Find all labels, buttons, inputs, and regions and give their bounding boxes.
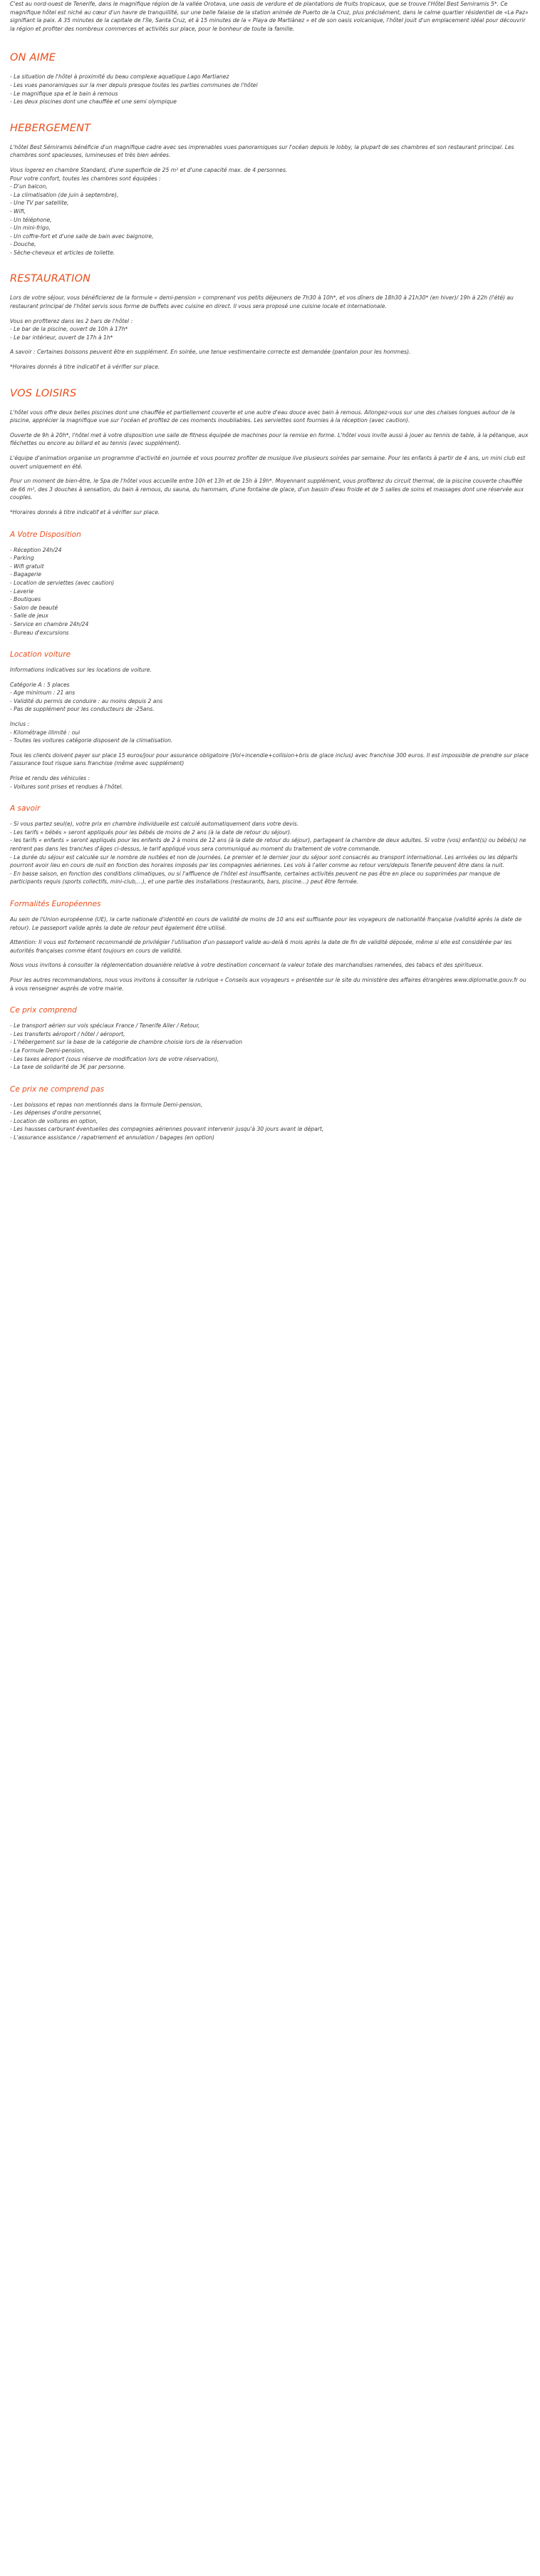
list-item: - Salle de jeux bbox=[10, 612, 48, 620]
categorie-label: Catégorie A : 5 places bbox=[10, 681, 70, 688]
section-heading-a-votre-disposition: A Votre Disposition bbox=[10, 530, 81, 539]
paragraph: Pour les autres recommandations, nous vous invitons à consulter la rubrique « Conseils aux voyageurs » présentée sur le site du ministère des affaires étrangères www.diplomatie.gouv.fr ou à vous renseigner auprès de votre mairie. bbox=[10, 976, 526, 992]
list-item: - La climatisation (de juin à septembre), bbox=[10, 191, 119, 198]
section-heading-hebergement: HEBERGEMENT bbox=[10, 122, 91, 134]
list-item: - L'hébergement sur la base de la catégorie de chambre choisie lors de la réservation bbox=[10, 1039, 243, 1046]
list-item: - Le bar de la piscine, ouvert de 10h à 17h* bbox=[10, 326, 128, 333]
list-item: - Parking bbox=[10, 555, 34, 562]
list-item: - Les boissons et repas non mentionnés dans la formule Demi-pension, bbox=[10, 1101, 203, 1108]
paragraph: Ouverte de 9h à 20h*, l'hôtel met à votre disposition une salle de fitness équipée de machines pour la remise en forme. L'hôtel vous invite aussi à jouer au tennis de table, à la pétanque, aux fléchettes ou encore au billard et au tennis (avec supplément). bbox=[10, 431, 529, 447]
list-item: - Si vous partez seul(e), votre prix en chambre individuelle est calculé automatiquement dans votre devis. bbox=[10, 821, 299, 828]
list-item: - Un téléphone, bbox=[10, 216, 52, 223]
paragraph: Vous logerez en chambre Standard, d'une superficie de 25 m² et d'une capacité max. de 4 personnes. bbox=[10, 166, 288, 173]
paragraph: Pour votre confort, toutes les chambres sont équipées : bbox=[10, 175, 161, 182]
paragraph: Au sein de l'Union européenne (UE), la carte nationale d'identité en cours de validité de moins de 10 ans est suffisante pour les voyageurs de nationalité française (validité après la date de retour). Le passeport valide après la date de retour peut également être utilisé. bbox=[10, 915, 522, 931]
list-item: - La situation de l'hôtel à proximité du beau complexe aquatique Lago Martianez bbox=[10, 73, 229, 81]
ce-prix-ne-comprend-pas-list bbox=[10, 1101, 530, 1142]
hebergement-equipement-list bbox=[10, 183, 530, 257]
on-aime-list bbox=[10, 73, 530, 106]
list-item: - Douche, bbox=[10, 241, 36, 248]
list-item: - Le transport aérien sur vols spéciaux France / Tenerife Aller / Retour, bbox=[10, 1022, 200, 1030]
section-heading-a-savoir: A savoir bbox=[10, 804, 41, 814]
list-item: - La Formule Demi-pension, bbox=[10, 1047, 85, 1054]
categorie-conditions-list bbox=[10, 689, 530, 714]
list-item: - Les vues panoramiques sur la mer depuis presque toutes les parties communes de l'hôtel bbox=[10, 81, 258, 88]
list-item: - Age minimum : 21 ans bbox=[10, 689, 76, 697]
list-item: - Le magnifique spa et le bain à remous bbox=[10, 90, 118, 97]
inclus-list bbox=[10, 729, 530, 745]
list-item: - Validité du permis de conduire : au moins depuis 2 ans bbox=[10, 697, 163, 704]
list-item: - Les dépenses d'ordre personnel, bbox=[10, 1109, 102, 1117]
list-item: - Un mini-frigo, bbox=[10, 225, 51, 232]
paragraph: *Horaires donnés à titre indicatif et à vérifier sur place. bbox=[10, 508, 160, 515]
travel-brochure-document bbox=[0, 0, 540, 1163]
list-item: - Location de voitures en option, bbox=[10, 1117, 98, 1124]
paragraph: Prise et rendu des véhicules : bbox=[10, 775, 90, 782]
section-heading-ce-prix-comprend: Ce prix comprend bbox=[10, 1006, 77, 1015]
list-item: - Toutes les voitures catégorie disposent de la climatisation. bbox=[10, 737, 173, 744]
paragraph: Informations indicatives sur les locations de voiture. bbox=[10, 667, 152, 674]
list-item: - Service en chambre 24h/24 bbox=[10, 620, 89, 627]
section-heading-location-voiture: Location voiture bbox=[10, 650, 71, 660]
list-item: - Les tarifs « bébés » seront appliqués pour les bébés de moins de 2 ans (à la date de retour du séjour). bbox=[10, 828, 292, 836]
paragraph: *Horaires donnés à titre indicatif et à vérifier sur place. bbox=[10, 364, 160, 371]
restauration-bars-list bbox=[10, 325, 530, 342]
list-item: - Bureau d'excursions bbox=[10, 629, 69, 636]
list-item: - En basse saison, en fonction des conditions climatiques, ou si l'affluence de l'hôtel est insuffisante, certaines activités peuvent ne pas être en place ou supprimées par manque de participants requis (sports collectifs, mini-club,…), et une partie des installations (restaurants, bars, piscine…) peut être fermée. bbox=[10, 870, 500, 886]
list-item: - Réception 24h/24 bbox=[10, 546, 62, 553]
list-item: - Kilométrage illimité : oui bbox=[10, 729, 81, 736]
list-item: - La durée du séjour est calculée sur le nombre de nuitées et non de journées. Le premier et le dernier jour du séjour sont consacrés au transport international. Les arrivées ou les départs pourront avoir lieu en cours de nuit en fonction des horaires imposés par les compagnies aériennes. Les vols à l'aller comme au retour vers/depuis Tenerife peuvent être dans la nuit. bbox=[10, 853, 518, 869]
list-item: - Wifi, bbox=[10, 207, 26, 215]
inclus-label: Inclus : bbox=[10, 721, 30, 728]
paragraph: L'hôtel Best Sémiramis bénéficie d'un magnifique cadre avec ses imprenables vues panoramiques sur l'océan depuis le lobby, la plupart de ses chambres et son restaurant principal. Les chambres sont spacieuses, lumineuses et très bien aérées. bbox=[10, 143, 514, 159]
section-heading-ce-prix-ne-comprend-pas: Ce prix ne comprend pas bbox=[10, 1084, 105, 1094]
paragraph: L'hôtel vous offre deux belles piscines dont une chauffée et partiellement couverte et une autre d'eau douce avec bain à remous. Allongez-vous sur une des chaises longues autour de la piscine, apprécier la magnifique vue sur l'océan et profitez de ces moments inoubliables. Les serviettes sont fournies à la réception (avec caution). bbox=[10, 409, 515, 424]
paragraph: Nous vous invitons à consulter la réglementation douanière relative à votre destination concernant la valeur totale des marchandises ramenées, des tabacs et des spiritueux. bbox=[10, 962, 484, 969]
list-item: - Les hausses carburant éventuelles des compagnies aériennes pouvant intervenir jusqu'à 30 jours avant le départ, bbox=[10, 1126, 324, 1133]
list-item: - Pas de supplément pour les conducteurs de -25ans. bbox=[10, 706, 155, 713]
paragraph: Vous en profiterez dans les 2 bars de l'hôtel : bbox=[10, 317, 133, 324]
paragraph: Pour un moment de bien-être, le Spa de l'hôtel vous accueille entre 10h et 13h et de 15h à 19h*. Moyennant supplément, vous profiterez du circuit thermal, de la piscine couverte chauffée de 66 m², des 3 douches à sensation, du bain à remous, du sauna, du hammam, d'une fontaine de glace, d'un bassin d'eau froide et de 5 salles de soins et massages dont une réservée aux couples. bbox=[10, 478, 524, 501]
paragraph: - Voitures sont prises et rendues à l'hôtel. bbox=[10, 783, 123, 790]
section-heading-formalites-europeennes: Formalités Européennes bbox=[10, 899, 101, 908]
list-item: - Un coffre-fort et d'une salle de bain avec baignoire, bbox=[10, 232, 154, 240]
paragraph: Lors de votre séjour, vous bénéficierez de la formule « demi-pension » comprenant vos petits déjeuners de 7h30 à 10h*, et vos dîners de 18h30 à 21h30* (en hiver)/ 19h à 22h (l'été) au restaurant principal de l'hôtel servis sous forme de buffets avec cuisine en direct. Il vous sera proposé une cuisine locale et internationale. bbox=[10, 294, 514, 310]
list-item: - Sèche-cheveux et articles de toilette. bbox=[10, 249, 115, 256]
list-item: - L'assurance assistance / rapatriement et annulation / bagages (en option) bbox=[10, 1134, 214, 1141]
list-item: - Salon de beauté bbox=[10, 604, 58, 611]
list-item: - Bagagerie bbox=[10, 571, 41, 578]
paragraph: Tous les clients doivent payer sur place 15 euros/jour pour assurance obligatoire (Vol+incendie+collision+bris de glace inclus) avec franchise 300 euros. Il est impossible de prendre sur place l'assurance tout risque sans franchise (même avec supplément) bbox=[10, 751, 529, 767]
list-item: - Les deux piscines dont une chauffée et une semi olympique bbox=[10, 98, 177, 106]
a-savoir-list bbox=[10, 820, 530, 886]
list-item: - D'un balcon, bbox=[10, 183, 48, 190]
ce-prix-comprend-list bbox=[10, 1022, 530, 1072]
list-item: - les tarifs « enfants » seront appliqués pour les enfants de 2 à moins de 12 ans (à la date de retour du séjour), partageant la chambre de deux adultes. Si votre (vos) enfant(s) ou bébé(s) ne rentrent pas dans les tranches d'âges ci-dessus, le tarif appliqué vous sera communiqué au moment du traitement de votre commande. bbox=[10, 837, 526, 852]
list-item: - Laverie bbox=[10, 587, 34, 595]
list-item: - Les transferts aéroport / hôtel / aéroport, bbox=[10, 1030, 125, 1037]
paragraph: L'équipe d'animation organise un programme d'activité en journée et vous pourrez profiter de musique live plusieurs soirées par semaine. Pour les enfants à partir de 4 ans, un mini club est ouvert uniquement en été. bbox=[10, 455, 526, 470]
paragraph: A savoir : Certaines boissons peuvent être en supplément. En soirée, une tenue vestimentaire correcte est demandée (pantalon pour les hommes). bbox=[10, 349, 411, 356]
intro-paragraph: C'est au nord-ouest de Tenerife, dans le magnifique région de la vallée Orotava, une oasis de verdure et de plantations de fruits tropicaux, que se trouve l'Hôtel Best Semiramis 5*. Ce magnifique hôtel est niché au cœur d'un havre de tranquillité, sur une belle falaise de la station animée de Puerto de la Cruz, plus précisément, dans le calme quartier résidentiel de «La Paz» signifiant la paix. A 35 minutes de la capitale de l'île, Santa Cruz, et à 15 minutes de la « Playa de Martiànez » et de son oasis volcanique, l'hôtel jouit d'un emplacement idéal pour découvrir la région et profiter des nombreux commerces et activités sur place, pour le bonheur de toute la famille. bbox=[10, 1, 529, 32]
list-item: - Le bar intérieur, ouvert de 17h à 1h* bbox=[10, 334, 113, 341]
list-item: - Wifi gratuit bbox=[10, 563, 44, 570]
list-item: - Les taxes aéroport (sous réserve de modification lors de votre réservation), bbox=[10, 1055, 219, 1062]
section-heading-vos-loisirs: VOS LOISIRS bbox=[10, 387, 77, 399]
section-heading-restauration: RESTAURATION bbox=[10, 273, 91, 285]
list-item: - Boutiques bbox=[10, 596, 41, 603]
list-item: - Location de serviettes (avec caution) bbox=[10, 579, 115, 586]
list-item: - La taxe de solidarité de 3€ par personne. bbox=[10, 1064, 126, 1071]
disposition-list bbox=[10, 546, 530, 637]
list-item: - Une TV par satellite, bbox=[10, 200, 69, 207]
paragraph: Attention: Il vous est fortement recommandé de privilégier l'utilisation d'un passeport valide au-delà 6 mois après la date de fin de validité déposée, même si elle est considérée par les autorités françaises comme étant toujours en cours de validité. bbox=[10, 939, 512, 954]
section-heading-on-aime: ON AIME bbox=[10, 52, 56, 64]
